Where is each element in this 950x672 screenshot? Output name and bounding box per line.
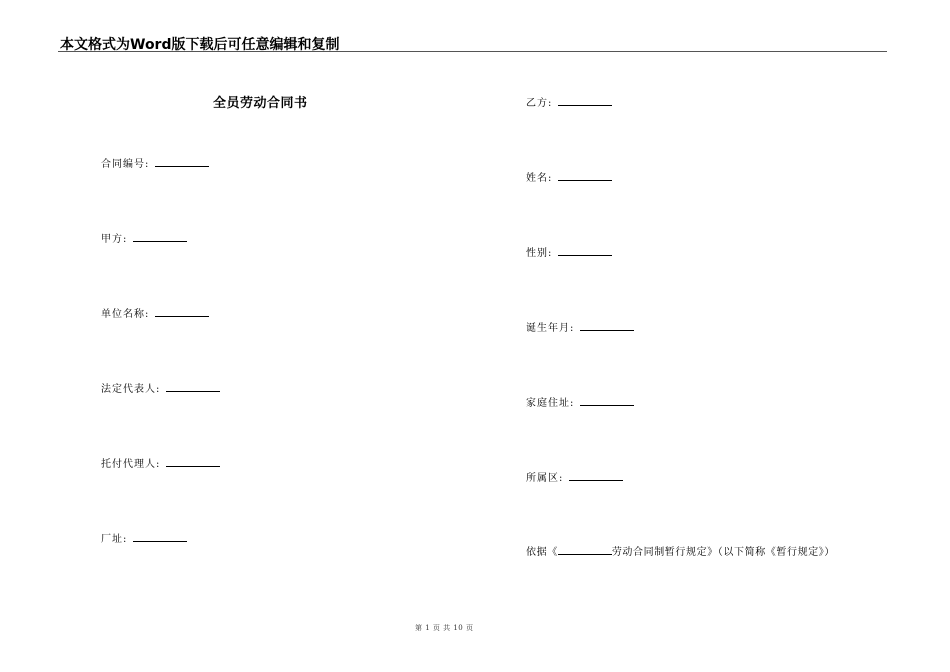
district-label: 所属区:: [526, 473, 564, 484]
gender-field: [526, 244, 612, 259]
party-a-label: 甲方:: [101, 234, 128, 245]
document-title: 全员劳动合同书: [213, 96, 308, 111]
district-blank[interactable]: [569, 471, 623, 481]
entrusted-agent-label: 托付代理人:: [101, 459, 161, 470]
contract-number-label: 合同编号:: [101, 159, 150, 170]
name-field: [526, 169, 612, 184]
page-header-text: 本文格式为Word版下载后可任意编辑和复制: [60, 37, 340, 53]
birth-date-blank[interactable]: [580, 321, 634, 331]
party-a-blank[interactable]: [133, 232, 187, 242]
header-divider: [58, 51, 887, 52]
basis-suffix: 劳动合同制暂行规定》（以下简称《暂行规定》）: [611, 547, 836, 558]
entrusted-agent-blank[interactable]: [166, 457, 220, 467]
basis-prefix: 依据《: [526, 547, 558, 558]
home-address-blank[interactable]: [580, 396, 634, 406]
gender-blank[interactable]: [558, 246, 612, 256]
party-b-blank[interactable]: [558, 96, 612, 106]
legal-representative-label: 法定代表人:: [101, 384, 161, 395]
birth-date-label: 诞生年月:: [526, 323, 575, 334]
company-name-blank[interactable]: [155, 307, 209, 317]
entrusted-agent-field: [101, 455, 220, 470]
page-number: 第 1 页 共 10 页: [415, 624, 474, 632]
home-address-label: 家庭住址:: [526, 398, 575, 409]
name-blank[interactable]: [558, 171, 612, 181]
home-address-field: [526, 394, 634, 409]
basis-paragraph: [526, 543, 835, 558]
legal-representative-field: [101, 380, 220, 395]
company-name-label: 单位名称:: [101, 309, 150, 320]
party-a-field: [101, 230, 187, 245]
name-label: 姓名:: [526, 173, 553, 184]
party-b-field: [526, 94, 612, 109]
factory-address-blank[interactable]: [133, 532, 187, 542]
factory-address-field: [101, 530, 187, 545]
company-name-field: [101, 305, 209, 320]
district-field: [526, 469, 623, 484]
contract-number-blank[interactable]: [155, 157, 209, 167]
legal-representative-blank[interactable]: [166, 382, 220, 392]
factory-address-label: 厂址:: [101, 534, 128, 545]
gender-label: 性别:: [526, 248, 553, 259]
party-b-label: 乙方:: [526, 98, 553, 109]
regulation-name-blank[interactable]: [558, 545, 612, 555]
birth-date-field: [526, 319, 634, 334]
contract-number-field: [101, 155, 209, 170]
